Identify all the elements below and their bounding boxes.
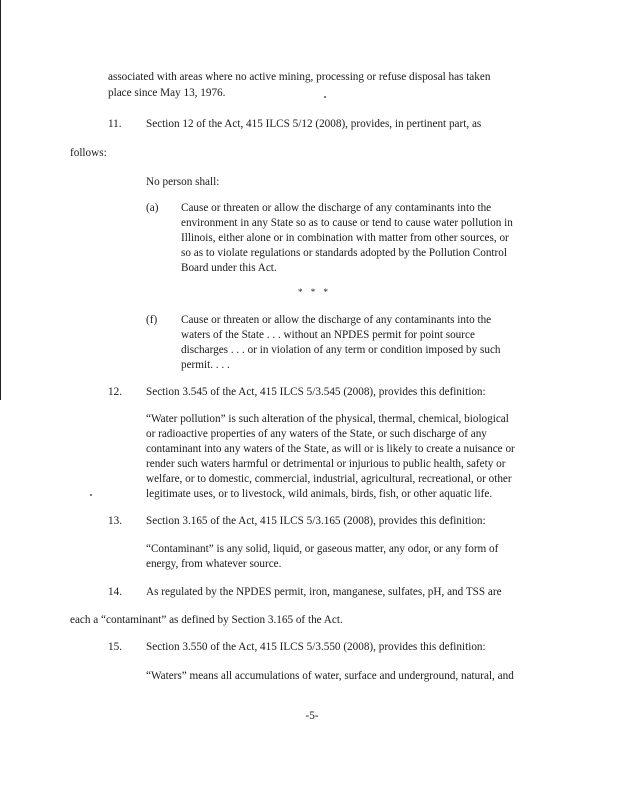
paragraph-12-number: 12. (108, 386, 122, 398)
continued-line-2: place since May 13, 1976. (108, 87, 226, 99)
subsection-f-line: discharges . . . or in violation of any term or condition imposed by such (181, 344, 501, 356)
paragraph-13-text: Section 3.165 of the Act, 415 ILCS 5/3.165 (2008), provides this definition: (146, 515, 486, 527)
paragraph-12-text: Section 3.545 of the Act, 415 ILCS 5/3.545 (2008), provides this definition: (146, 386, 486, 398)
paragraph-11-number: 11. (108, 118, 122, 130)
water-pollution-quote-line: “Water pollution” is such alteration of the physical, thermal, chemical, biological (146, 413, 509, 425)
paragraph-13-number: 13. (108, 515, 122, 527)
subsection-f-line: waters of the State . . . without an NPDES permit for point source (181, 329, 475, 341)
paragraph-11-text: Section 12 of the Act, 415 ILCS 5/12 (2008), provides, in pertinent part, as (146, 118, 482, 130)
subsection-a-line: so as to violate regulations or standards adopted by the Pollution Control (181, 247, 507, 259)
scan-speck (324, 96, 326, 98)
paragraph-15-number: 15. (108, 641, 122, 653)
water-pollution-quote-line: render such waters harmful or detrimental or injurious to public health, safety or (146, 458, 506, 470)
paragraph-14-number: 14. (108, 586, 122, 598)
paragraph-14-text: As regulated by the NPDES permit, iron, manganese, sulfates, pH, and TSS are (146, 586, 502, 598)
subsection-a-label: (a) (146, 202, 159, 214)
omission-asterisks: * * * (298, 287, 331, 297)
subsection-a-line: Board under this Act. (181, 262, 277, 274)
subsection-a-line: environment in any State so as to cause or tend to cause water pollution in (181, 217, 513, 229)
contaminant-quote-line: energy, from whatever source. (146, 558, 282, 570)
water-pollution-quote-line: contaminant into any waters of the State, as will or is likely to create a nuisance or (146, 443, 515, 455)
subsection-f-line: permit. . . . (181, 359, 230, 371)
continued-line-1: associated with areas where no active mining, processing or refuse disposal has taken (108, 71, 491, 83)
subsection-f-line: Cause or threaten or allow the discharge of any contaminants into the (181, 314, 492, 326)
left-margin-rule (0, 0, 1, 400)
water-pollution-quote-line: or radioactive properties of any waters of the State, or such discharge of any (146, 428, 487, 440)
subsection-a-line: Cause or threaten or allow the discharge of any contaminants into the (181, 202, 492, 214)
paragraph-15-text: Section 3.550 of the Act, 415 ILCS 5/3.550 (2008), provides this definition: (146, 641, 486, 653)
paragraph-14-continuation: each a “contaminant” as defined by Section 3.165 of the Act. (70, 614, 343, 626)
paragraph-11-continuation: follows: (70, 147, 107, 159)
subsection-a-line: Illinois, either alone or in combination with matter from other sources, or (181, 232, 509, 244)
contaminant-quote-line: “Contaminant” is any solid, liquid, or gaseous matter, any odor, or any form of (146, 543, 499, 555)
no-person-shall: No person shall: (146, 176, 220, 188)
water-pollution-quote-line: legitimate uses, or to livestock, wild animals, birds, fish, or other aquatic life. (146, 488, 493, 500)
subsection-f-label: (f) (146, 314, 158, 326)
scan-speck (90, 494, 92, 496)
water-pollution-quote-line: welfare, or to domestic, commercial, industrial, agricultural, recreational, or other (146, 473, 512, 485)
page-number: -5- (305, 710, 319, 722)
waters-quote-line: “Waters” means all accumulations of water, surface and underground, natural, and (146, 670, 514, 682)
